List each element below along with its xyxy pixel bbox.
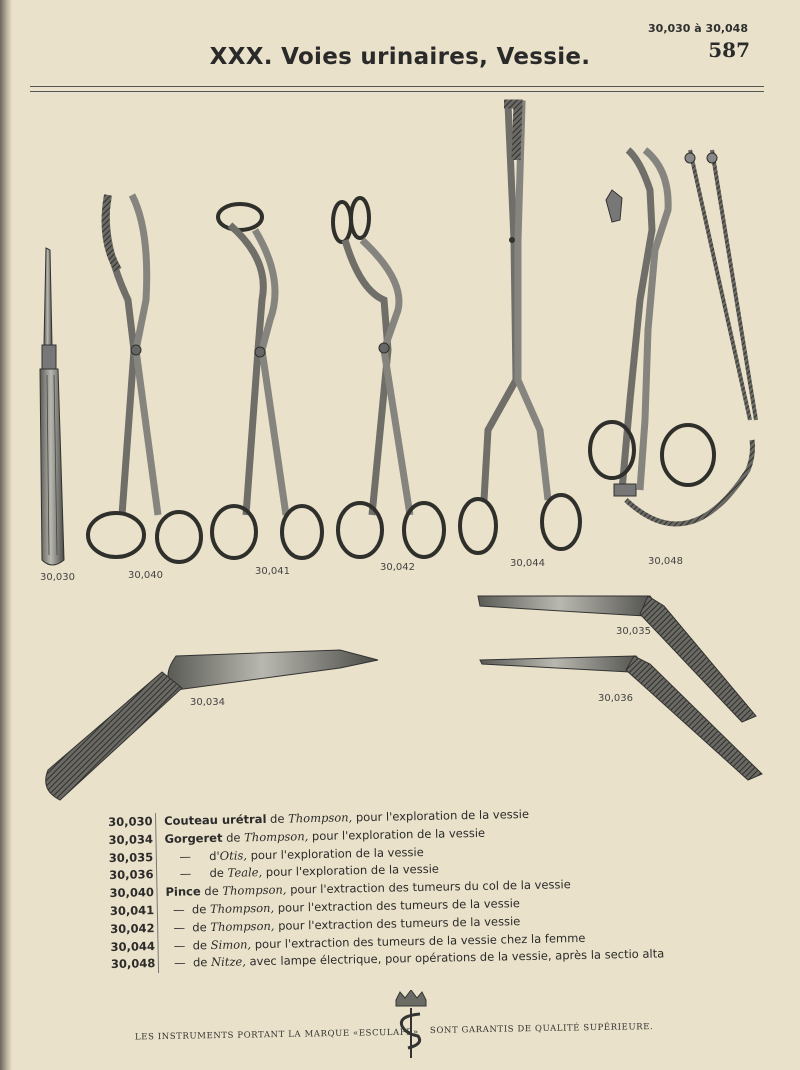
esculape-logo-icon — [390, 990, 432, 1060]
figure-label-30042: 30,042 — [380, 562, 415, 573]
figure-label-30035: 30,035 — [616, 626, 651, 637]
item-code: 30,030 — [108, 813, 156, 832]
figure-label-30034: 30,034 — [190, 697, 225, 708]
item-description: — de Teale, pour l'exploration de la vessie — [165, 862, 440, 882]
figure-label-30044: 30,044 — [510, 558, 545, 569]
item-description: — de Nitze, avec lampe électrique, pour opérations de la vessie, après la sectio alta — [166, 946, 665, 971]
item-code: 30,041 — [110, 902, 158, 921]
item-code: 30,042 — [110, 920, 158, 939]
catalog-range: 30,030 à 30,048 — [648, 22, 748, 35]
gorgeret-illustration — [46, 650, 378, 800]
page-title: XXX. Voies urinaires, Vessie. — [209, 44, 591, 70]
item-description: — de Thompson, pour l'extraction des tumeurs de la vessie — [166, 913, 521, 935]
item-code: 30,048 — [111, 955, 159, 974]
item-legend — [108, 802, 731, 974]
item-description: — d'Otis, pour l'exploration de la vessie — [164, 844, 424, 864]
page-number: 587 — [708, 38, 750, 62]
forceps-30044-illustration — [460, 104, 580, 553]
nitze-forceps-illustration — [590, 150, 756, 524]
forceps-30040-illustration — [88, 195, 201, 562]
item-code: 30,035 — [109, 849, 157, 868]
item-description: — de Simon, pour l'extraction des tumeurs de la vessie chez la femme — [166, 930, 586, 953]
item-code: 30,034 — [108, 831, 156, 850]
item-code: 30,040 — [109, 884, 157, 903]
item-description: Gorgeret de Thompson, pour l'exploration de la vessie — [164, 825, 486, 846]
item-code: 30,044 — [110, 938, 158, 957]
figure-label-30030: 30,030 — [40, 572, 75, 583]
urethral-knife-illustration — [40, 248, 64, 565]
footer-quality-text: SONT GARANTIS DE QUALITÉ SUPÉRIEURE. — [429, 1022, 654, 1036]
figure-label-30040: 30,040 — [128, 570, 163, 581]
item-description: — de Thompson, pour l'extraction des tumeurs de la vessie — [165, 896, 521, 917]
figure-label-30048: 30,048 — [648, 556, 683, 567]
item-description: Couteau urétral de Thompson, pour l'exploration de la vessie — [164, 806, 530, 828]
forceps-30041-illustration — [212, 204, 322, 558]
forceps-30042-illustration — [333, 198, 444, 557]
figure-label-30036: 30,036 — [598, 693, 633, 704]
figure-label-30041: 30,041 — [255, 566, 290, 577]
footer-trademark-text: LES INSTRUMENTS PORTANT LA MARQUE «ESCULAPE» — [134, 1027, 419, 1043]
item-code: 30,036 — [109, 866, 157, 885]
item-description: Pince de Thompson, pour l'extraction des tumeurs du col de la vessie — [165, 877, 571, 900]
